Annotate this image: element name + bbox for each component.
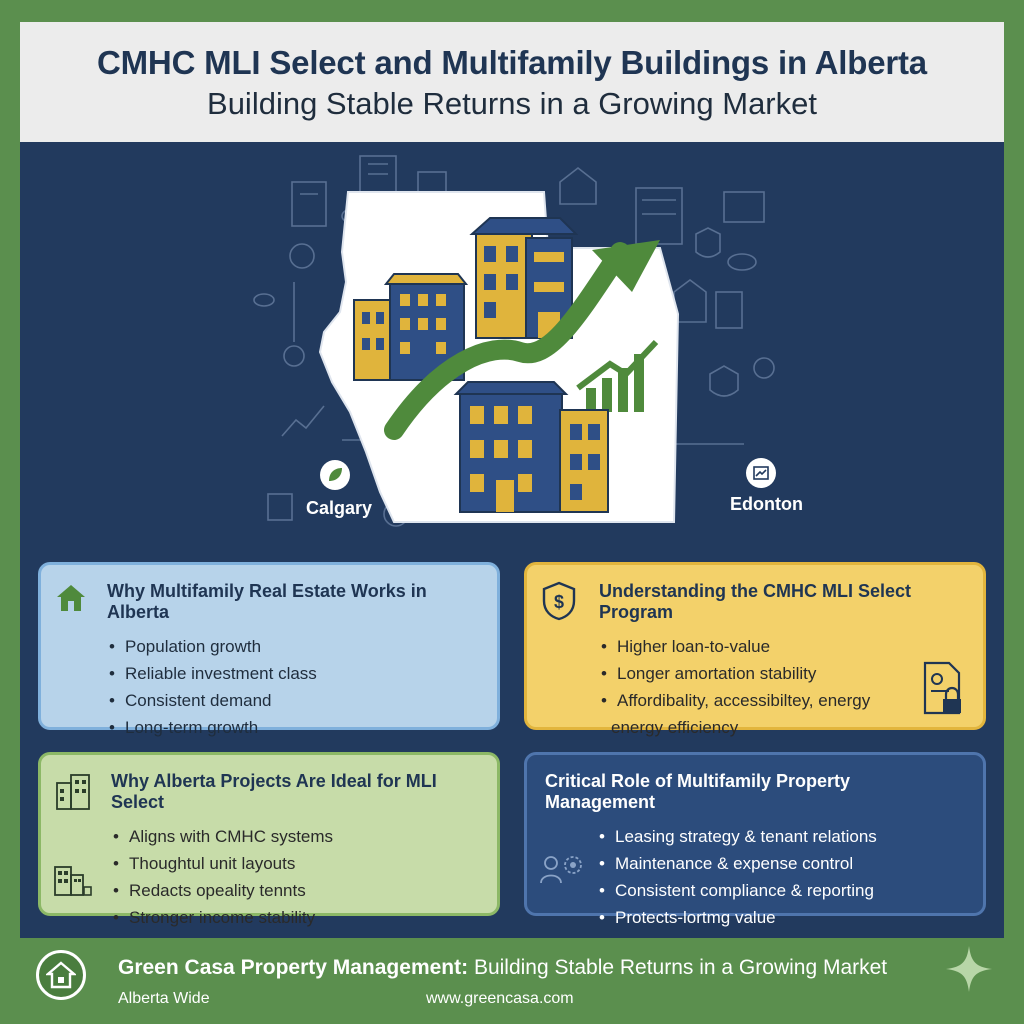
list-item: • Stronger income stability (111, 904, 479, 931)
list-item: • Leasing strategy & tenant relations (597, 823, 965, 850)
card-property-management-role (524, 752, 986, 927)
sparkle-icon (944, 944, 994, 994)
list-item: • Protects-lortmg value (597, 904, 965, 931)
page-subtitle: Building Stable Returns in a Growing Market (207, 86, 817, 121)
list-item: • Reliable investment class (107, 660, 479, 687)
document-lock-icon (921, 661, 965, 717)
people-gear-icon (539, 851, 585, 891)
list-item: • Long-term growth (107, 714, 479, 741)
card-why-multifamily-works (38, 562, 500, 737)
card-title: Critical Role of Multifamily Property Management (545, 771, 851, 812)
chart-document-icon (746, 458, 776, 488)
list-item: • Redacts opeality tennts (111, 877, 479, 904)
apartment-building-icon (53, 771, 93, 811)
bullet-list (599, 633, 965, 741)
main-panel (20, 142, 1004, 938)
list-item: • Maintenance & expense control (597, 850, 965, 877)
card-understanding-mli-select (524, 562, 986, 737)
card-title: Why Alberta Projects Are Ideal for MLI Select (111, 771, 437, 812)
bullet-list (597, 823, 965, 931)
list-item: • Higher loan-to-value (599, 633, 965, 660)
bullet-list (107, 633, 479, 741)
footer-bar (20, 938, 1004, 1024)
alberta-map-illustration (20, 142, 1004, 552)
page-title: CMHC MLI Select and Multifamily Buildings in Alberta (97, 44, 927, 81)
header-banner (20, 22, 1004, 142)
list-item: • Consistent compliance & reporting (597, 877, 965, 904)
list-item: • Affordibality, accessibiltey, energy (599, 687, 965, 714)
list-item: • Aligns with CMHC systems (111, 823, 479, 850)
brand-name: Green Casa Property Management: (118, 956, 469, 979)
city-buildings-icon (53, 857, 93, 897)
shield-dollar-icon (541, 581, 577, 621)
bullet-list (111, 823, 479, 931)
list-item: • Thoughtul unit layouts (111, 850, 479, 877)
hero-illustration (20, 142, 1004, 552)
list-item: energy efficiency (611, 718, 739, 737)
list-item: • Consistent demand (107, 687, 479, 714)
city-label-calgary: Calgary (306, 498, 373, 518)
footer-region: Alberta Wide (118, 990, 210, 1007)
list-item: • Longer amortation stability (599, 660, 965, 687)
leaf-icon (320, 460, 350, 490)
city-label-edmonton: Edonton (730, 494, 803, 514)
house-logo-icon (46, 961, 76, 989)
card-title: Why Multifamily Real Estate Works in Alberta (107, 581, 427, 622)
green-casa-logo (36, 950, 86, 1000)
footer-tagline (118, 956, 887, 980)
card-alberta-projects-ideal (38, 752, 500, 927)
list-item: • Population growth (107, 633, 479, 660)
footer-slogan: Building Stable Returns in a Growing Market (468, 956, 888, 979)
card-title: Understanding the CMHC MLI Select Program (599, 581, 912, 622)
footer-website-link[interactable]: www.greencasa.com (426, 990, 574, 1007)
svg-text:$: $ (553, 592, 565, 612)
house-icon (55, 583, 87, 613)
